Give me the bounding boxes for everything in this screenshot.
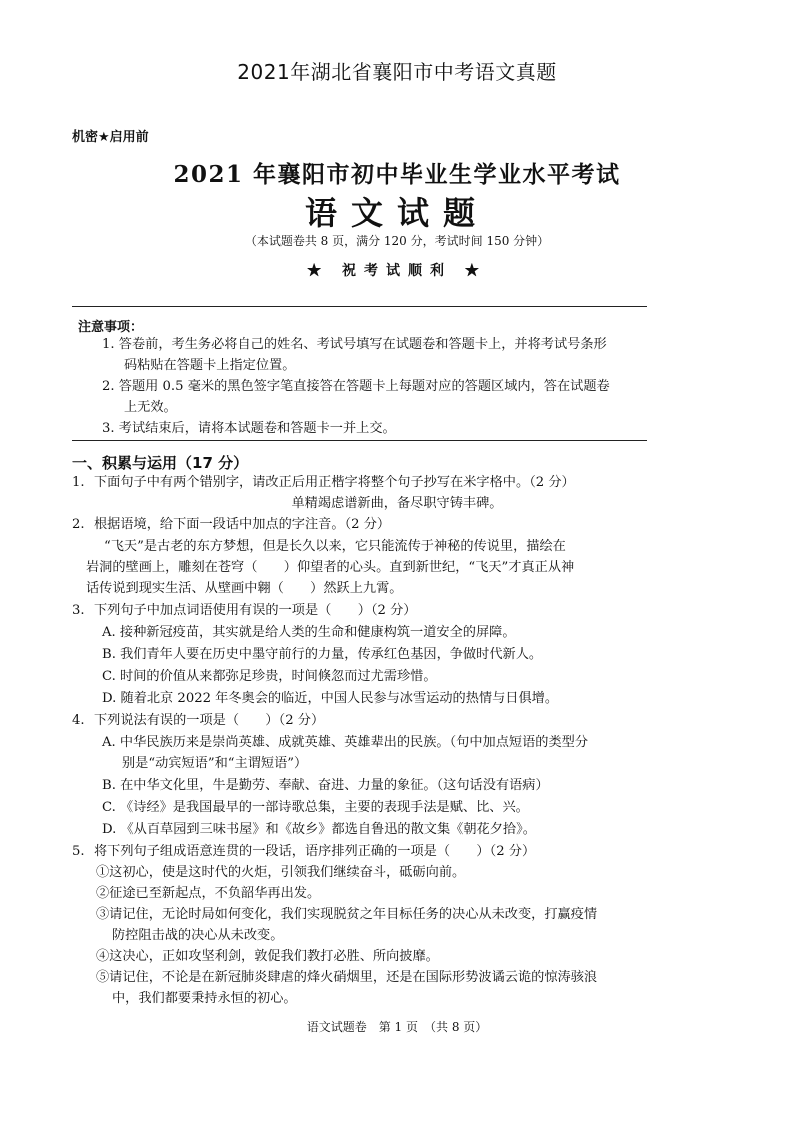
document-title: 2021年湖北省襄阳市中考语文真题 bbox=[237, 60, 557, 84]
page-footer: 语文试题卷 第 1 页 （共 8 页） bbox=[306, 1020, 488, 1034]
notice-item: 码粘贴在答题卡上指定位置。 bbox=[124, 358, 296, 373]
question-5-item-continued: 中，我们都要秉持永恒的初心。 bbox=[112, 991, 297, 1006]
subject-title: 语文试题 bbox=[304, 194, 489, 232]
question-4-option: B. 在中华文化里，牛是勤劳、奉献、奋进、力量的象征。（这句话没有语病） bbox=[102, 778, 549, 793]
notice-item: 1. 答卷前，考生务必将自己的姓名、考试号填写在试题卷和答题卡上，并将考试号条形 bbox=[102, 337, 607, 352]
question-5-item: ④这决心，正如攻坚利剑，敦促我们教打必胜、所向披靡。 bbox=[96, 949, 439, 964]
question-number: 5. bbox=[72, 844, 85, 859]
question-text: 下列说法有误的一项是（ ）（2 分） bbox=[94, 713, 325, 728]
exam-info: （本试题卷共 8 页，满分 120 分，考试时间 150 分钟） bbox=[244, 234, 550, 248]
question-4-option-continued: 别是“动宾短语”和“主谓短语”） bbox=[122, 756, 308, 771]
question-3-option: C. 时间的价值从来都弥足珍贵，时间倏忽而过尤需珍惜。 bbox=[102, 669, 437, 684]
question-1-sentence: 单精竭虑谱新曲，备尽职守铸丰碑。 bbox=[291, 496, 503, 511]
question-4-option: D. 《从百草园到三味书屋》和《故乡》都选自鲁迅的散文集《朝花夕拾》。 bbox=[102, 822, 536, 837]
question-number: 2. bbox=[72, 517, 85, 532]
question-3-option: B. 我们青年人要在历史中墨守前行的力量，传承红色基因，争做时代新人。 bbox=[102, 647, 543, 662]
question-2-passage-line: “飞天”是古老的东方梦想，但是长久以来，它只能流传于神秘的传说里，描绘在 bbox=[104, 539, 566, 554]
question-text: 将下列句子组成语意连贯的一段话，语序排列正确的一项是（ ）（2 分） bbox=[94, 844, 536, 859]
question-2-passage-line: 岩洞的壁画上，雕刻在苍穹（ ）仰望者的心头。直到新世纪，“飞天”才真正从神 bbox=[86, 560, 575, 575]
question-text: 下列句子中加点词语使用有误的一项是（ ）（2 分） bbox=[94, 603, 417, 618]
section-heading: 一、积累与运用（17 分） bbox=[72, 454, 249, 472]
question-5-item: ②征途已至新起点，不负韶华再出发。 bbox=[96, 886, 321, 901]
notice-item: 2. 答题用 0.5 毫米的黑色签字笔直接答在答题卡上每题对应的答题区域内，答在试题卷 bbox=[102, 379, 610, 394]
confidential-label: 机密★启用前 bbox=[72, 130, 149, 145]
blessing-line: ★ 祝考试顺利 ★ bbox=[307, 263, 487, 279]
question-1 bbox=[72, 472, 650, 493]
question-3-option: D. 随着北京 2022 年冬奥会的临近，中国人民参与冰雪运动的热情与日俱增。 bbox=[102, 691, 559, 706]
question-4-option: C. 《诗经》是我国最早的一部诗歌总集，主要的表现手法是赋、比、兴。 bbox=[102, 800, 529, 815]
exam-title: 2021 年襄阳市初中毕业生学业水平考试 bbox=[173, 161, 621, 188]
question-4 bbox=[72, 710, 650, 731]
notice-divider bbox=[72, 440, 647, 441]
question-5 bbox=[72, 841, 650, 862]
question-number: 4. bbox=[72, 713, 85, 728]
question-text: 下面句子中有两个错别字，请改正后用正楷字将整个句子抄写在米字格中。（2 分） bbox=[94, 475, 575, 490]
question-5-item: ①这初心，使是这时代的火炬，引领我们继续奋斗，砥砺向前。 bbox=[96, 865, 466, 880]
question-text: 根据语境，给下面一段话中加点的字注音。（2 分） bbox=[94, 517, 391, 532]
notice-item: 上无效。 bbox=[124, 400, 177, 415]
question-3 bbox=[72, 600, 650, 621]
question-3-option: A. 接种新冠疫苗，其实就是给人类的生命和健康构筑一道安全的屏障。 bbox=[102, 625, 516, 640]
question-2 bbox=[72, 514, 650, 535]
top-divider bbox=[72, 306, 647, 307]
notice-heading: 注意事项： bbox=[78, 320, 144, 335]
notice-item: 3. 考试结束后，请将本试题卷和答题卡一并上交。 bbox=[102, 421, 396, 436]
question-5-item: ③请记住，无论时局如何变化，我们实现脱贫之年目标任务的决心从未改变，打赢疫情 bbox=[96, 907, 598, 922]
question-2-passage-line: 话传说到现实生活、从壁画中翱（ ）然跃上九霄。 bbox=[86, 581, 403, 596]
question-number: 1. bbox=[72, 475, 85, 490]
question-5-item-continued: 防控阻击战的决心从未改变。 bbox=[112, 928, 284, 943]
question-5-item: ⑤请记住，不论是在新冠肺炎肆虐的烽火硝烟里，还是在国际形势波谲云诡的惊涛骇浪 bbox=[96, 970, 598, 985]
question-4-option: A. 中华民族历来是崇尚英雄、成就英雄、英雄辈出的民族。（句中加点短语的类型分 bbox=[102, 735, 589, 750]
question-number: 3. bbox=[72, 603, 85, 618]
